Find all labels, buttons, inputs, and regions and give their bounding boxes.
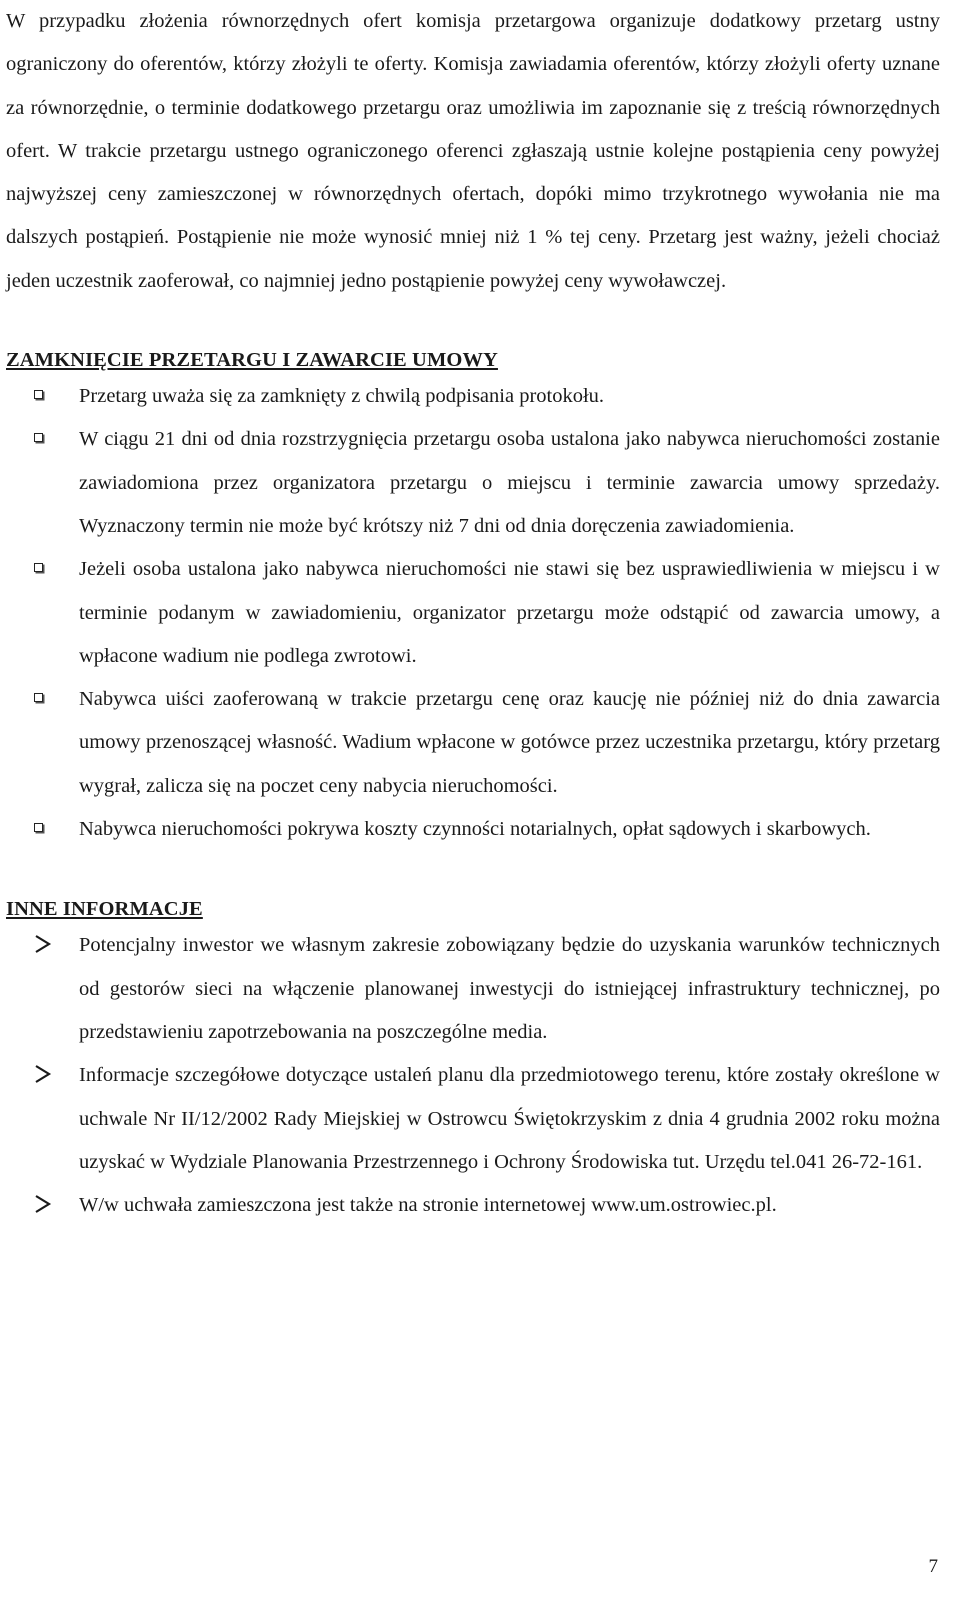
list-item [6, 678, 940, 808]
section-title-closing: ZAMKNIĘCIE PRZETARGU I ZAWARCIE UMOWY [6, 349, 498, 372]
arrowhead-icon [33, 1063, 53, 1085]
list-item [6, 1184, 940, 1227]
list-item-text: Przetarg uważa się za zamknięty z chwilą podpisania protokołu. [79, 385, 605, 408]
arrowhead-icon [33, 933, 53, 955]
list-item [6, 418, 940, 548]
list-item-text: Potencjalny inwestor we własnym zakresie zobowiązany będzie do uzyskania warunków technicznych od gestorów sieci na włączenie planowanej inwestycji do istniejącej infrastruktury technicznej, po przedstawieniu zapotrzebowania na poszczególne media. [79, 934, 940, 1043]
closing-list [6, 375, 940, 851]
list-item-text: Jeżeli osoba ustalona jako nabywca nieruchomości nie stawi się bez usprawiedliwienia w miejscu i w terminie podanym w zawiadomieniu, organizator przetargu może odstąpić od zawarcia umowy, a wpłacone wadium nie podlega zwrotowi. [79, 558, 940, 667]
document-page [6, 0, 940, 1227]
list-item [6, 924, 940, 1054]
list-item [6, 548, 940, 678]
checkbox-icon [34, 823, 43, 832]
list-item [6, 808, 940, 851]
list-item-text: Informacje szczegółowe dotyczące ustaleń planu dla przedmiotowego terenu, które zostały określone w uchwale Nr II/12/2002 Rady Miejskiej w Ostrowcu Świętokrzyskim z dnia 4 grudnia 2002 roku można uzyskać w Wydziale Planowania Przestrzennego i Ochrony Środowiska tut. Urzędu tel.041 26-72-161. [79, 1064, 940, 1173]
intro-paragraph: W przypadku złożenia równorzędnych ofert komisja przetargowa organizuje dodatkowy przetarg ustny ograniczony do oferentów, którzy złożyli te oferty. Komisja zawiadamia oferentów, którzy złożyli oferty uznane za równorzędnie, o terminie dodatkowego przetargu oraz umożliwia im zapoznanie się z treścią równorzędnych ofert. W trakcie przetargu ustnego ograniczonego oferenci zgłaszają ustnie kolejne postąpienia ceny powyżej najwyższej ceny zamieszczonej w równorzędnych ofertach, dopóki mimo trzykrotnego wywołania nie ma dalszych postąpień. Postąpienie nie może wynosić mniej niż 1 % tej ceny. Przetarg jest ważny, jeżeli chociaż jeden uczestnik zaoferował, co najmniej jedno postąpienie powyżej ceny wywoławczej. [6, 10, 940, 292]
section-title-other-info: INNE INFORMACJE [6, 898, 203, 921]
checkbox-icon [34, 693, 43, 702]
arrowhead-icon [33, 1193, 53, 1215]
page-number: 7 [928, 1556, 938, 1577]
list-item [6, 375, 940, 418]
list-item [6, 1054, 940, 1184]
checkbox-icon [34, 433, 43, 442]
list-item-text: W ciągu 21 dni od dnia rozstrzygnięcia przetargu osoba ustalona jako nabywca nieruchomości zostanie zawiadomiona przez organizatora przetargu o miejscu i terminie zawarcia umowy sprzedaży. Wyznaczony termin nie może być krótszy niż 7 dni od dnia doręczenia zawiadomienia. [79, 428, 940, 537]
list-item-text: W/w uchwała zamieszczona jest także na stronie internetowej www.um.ostrowiec.pl. [79, 1194, 777, 1217]
other-info-list [6, 924, 940, 1227]
list-item-text: Nabywca nieruchomości pokrywa koszty czynności notarialnych, opłat sądowych i skarbowych. [79, 818, 871, 841]
checkbox-icon [34, 390, 43, 399]
list-item-text: Nabywca uiści zaoferowaną w trakcie przetargu cenę oraz kaucję nie później niż do dnia zawarcia umowy przenoszącej własność. Wadium wpłacone w gotówce przez uczestnika przetargu, który przetarg wygrał, zalicza się na poczet ceny nabycia nieruchomości. [79, 688, 940, 797]
checkbox-icon [34, 563, 43, 572]
